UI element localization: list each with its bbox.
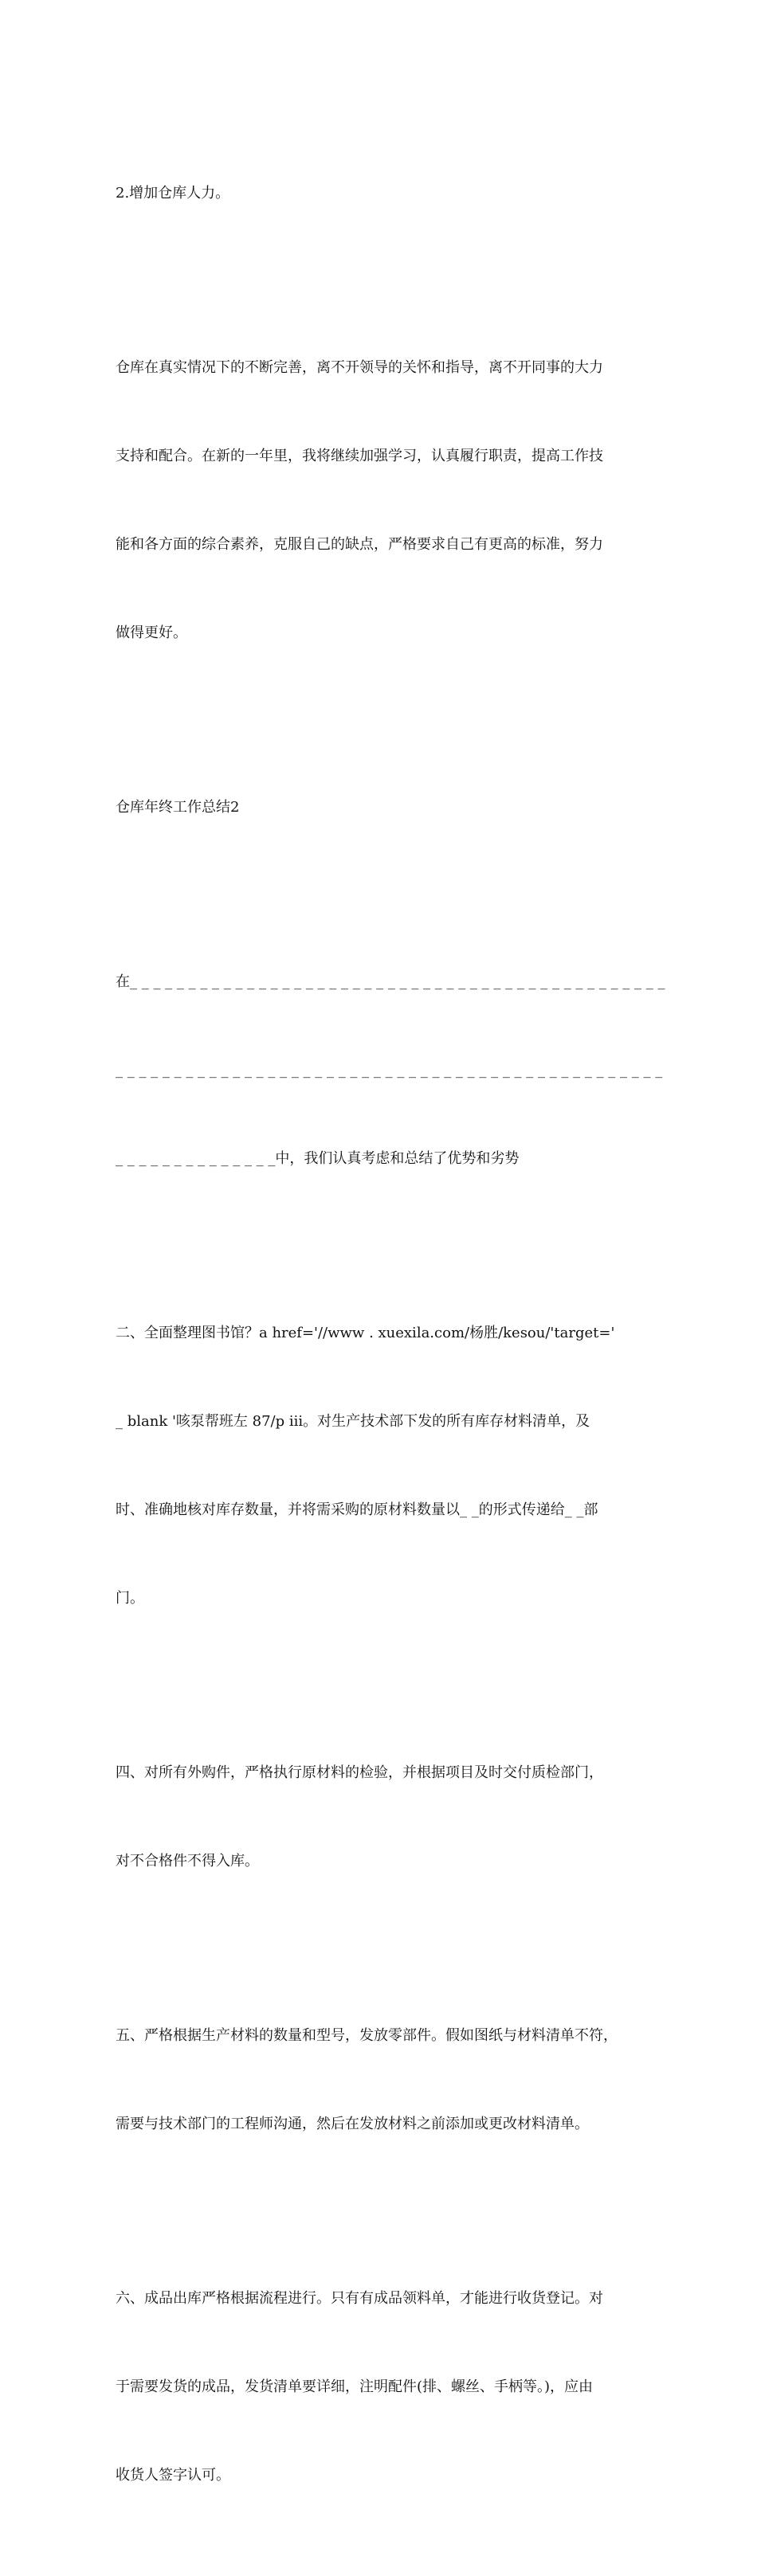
text-line: 支持和配合。在新的一年里，我将继续加强学习，认真履行职责，提高工作技 bbox=[116, 448, 603, 464]
document-page bbox=[116, 119, 665, 2576]
text-line: 五、严格根据生产材料的数量和型号，发放零部件。假如图纸与材料清单不符， bbox=[116, 2027, 618, 2044]
text-line: 对不合格件不得入库。 bbox=[116, 1853, 259, 1869]
paragraph-item-five bbox=[116, 1962, 643, 2198]
text-line: 在_ _ _ _ _ _ _ _ _ _ _ _ _ _ _ _ _ _ _ _ _ _ _ _ _ _ _ _ _ _ _ _ _ _ _ _ _ _ _ _ _ _ _ _ _ _ bbox=[116, 973, 665, 990]
paragraph-add-staff bbox=[116, 119, 643, 267]
text-line: 于需要发货的成品，发货清单要详细，注明配件(排、螺丝、手柄等。)，应由 bbox=[116, 2378, 594, 2395]
paragraph-item-four bbox=[116, 1699, 643, 1935]
section-title bbox=[116, 734, 643, 881]
text-line: 二、全面整理图书馆？a href='//www . xuexila.com/杨胜/kesou/'target=' bbox=[116, 1325, 615, 1341]
section-title-text: 仓库年终工作总结2 bbox=[116, 799, 240, 816]
paragraph-improvement bbox=[116, 294, 643, 707]
text-line: 2.增加仓库人力。 bbox=[116, 185, 230, 202]
text-line: 时、准确地核对库存数量，并将需采购的原材料数量以_ _的形式传递给_ _部 bbox=[116, 1501, 598, 1518]
text-line: 仓库在真实情况下的不断完善，离不开领导的关怀和指导，离不开同事的大力 bbox=[116, 359, 603, 376]
paragraph-item-two bbox=[116, 1259, 643, 1672]
text-line: 需要与技术部门的工程师沟通，然后在发放材料之前添加或更改材料清单。 bbox=[116, 2116, 589, 2132]
text-line: 六、成品出库严格根据流程进行。只有有成品领料单，才能进行收货登记。对 bbox=[116, 2290, 603, 2307]
text-line: _ blank '咳泵帮班左 87/p iii。对生产技术部下发的所有库存材料清单，及 bbox=[116, 1413, 590, 1430]
text-line: 四、对所有外购件，严格执行原材料的检验，并根据项目及时交付质检部门， bbox=[116, 1764, 603, 1781]
text-line: _ _ _ _ _ _ _ _ _ _ _ _ _ _ _ _ _ _ _ _ _ _ _ _ _ _ _ _ _ _ _ _ _ _ _ _ _ _ _ _ _ _ _ _ _ _ _ bbox=[116, 1062, 663, 1079]
text-line: 门。 bbox=[116, 1590, 144, 1607]
text-line: 收货人签字认可。 bbox=[116, 2467, 230, 2484]
paragraph-blank-fill bbox=[116, 908, 665, 1232]
text-line: 能和各方面的综合素养，克服自己的缺点，严格要求自己有更高的标准，努力 bbox=[116, 536, 603, 553]
text-line: 做得更好。 bbox=[116, 624, 187, 641]
paragraph-item-six bbox=[116, 2225, 643, 2549]
text-line: _ _ _ _ _ _ _ _ _ _ _ _ _ _中，我们认真考虑和总结了优势和劣势 bbox=[116, 1150, 520, 1167]
